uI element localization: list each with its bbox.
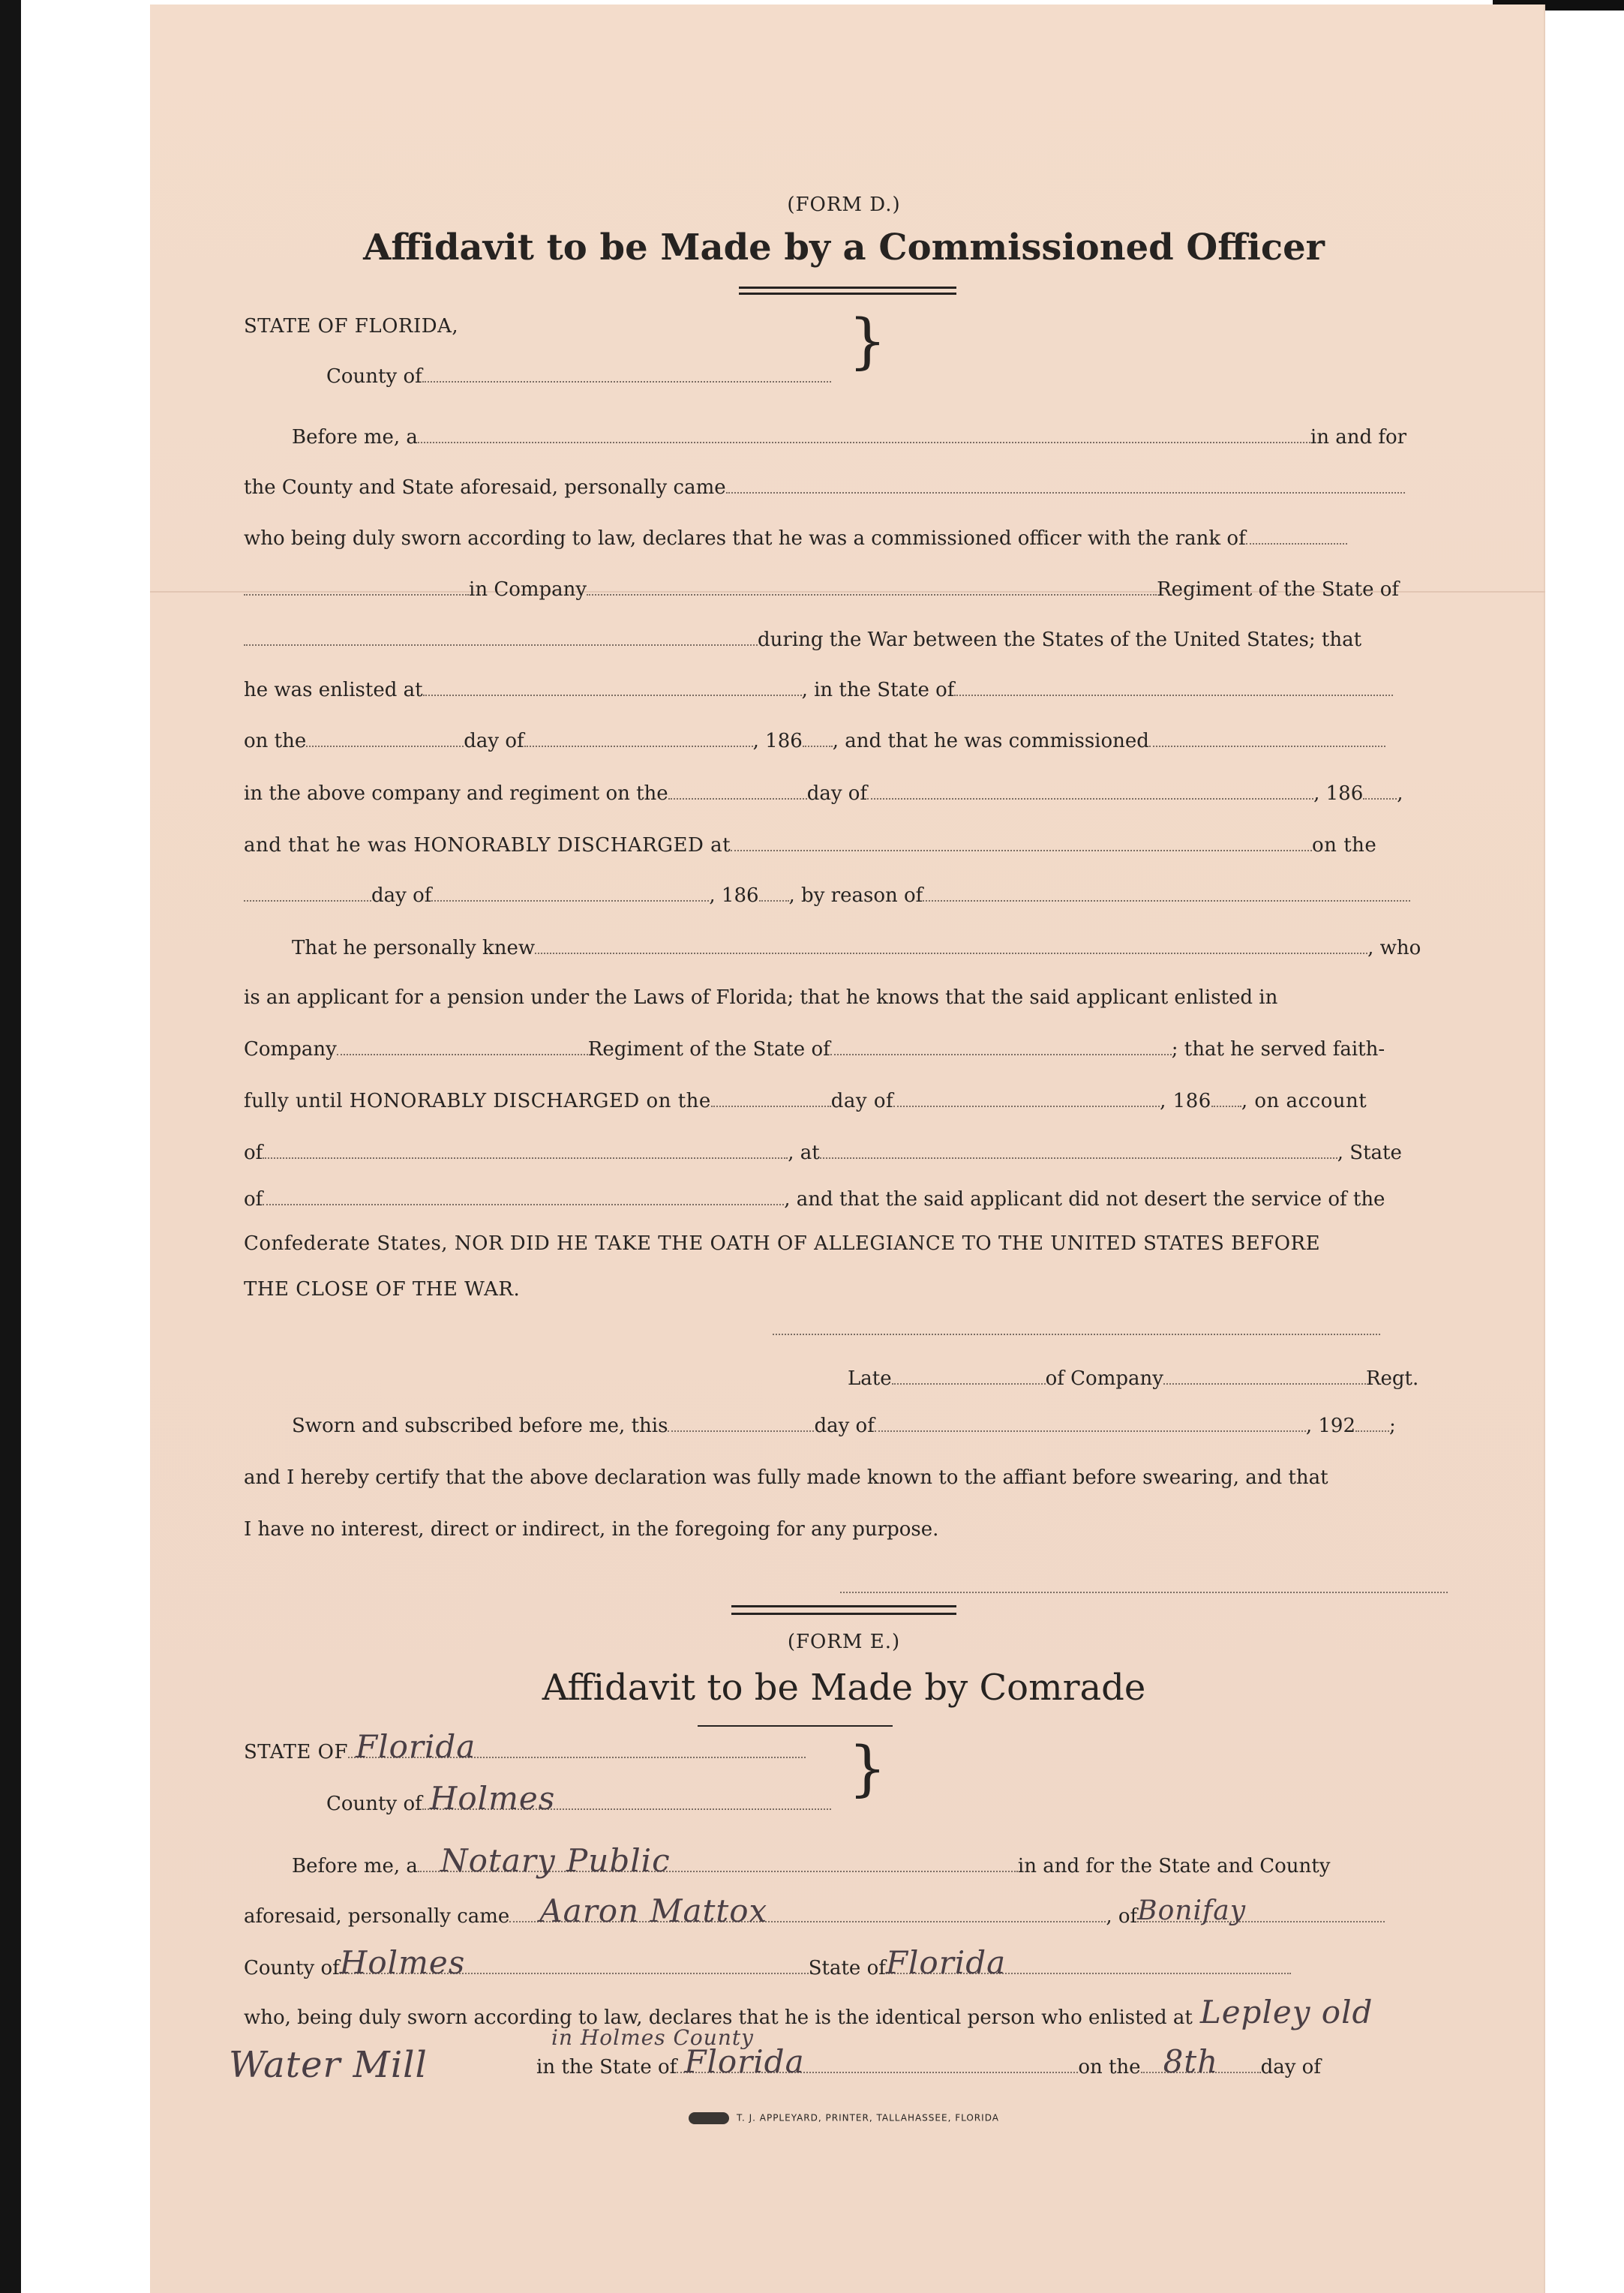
d-line-4 [244,576,1444,602]
commission-year-field[interactable] [1363,780,1397,800]
e-came-line [244,1892,1444,1929]
text: day of [464,730,524,752]
text: on the [1078,2056,1141,2078]
d-line-1 [292,424,1492,450]
discharged-at-field[interactable] [731,832,1312,851]
e-in-state-value: Florida [684,2043,805,2080]
d-line-17: Confederate States, NOR DID HE TAKE THE OATH OF ALLEGIANCE TO THE UNITED STATES BEFORE [244,1232,1321,1255]
text: in and for the State and County [1017,1855,1331,1877]
rank-cont-field[interactable] [244,576,469,596]
sworn-day-field[interactable] [668,1412,814,1432]
text: day of [1260,2056,1321,2078]
d-line-5 [244,626,1444,653]
e-state-line [244,1728,1444,1765]
text: Regiment of the State of [587,1038,830,1061]
applicant-name-field[interactable] [535,935,1367,954]
e-place-line [229,2025,1429,2086]
e-place-value: Water Mill [229,2044,428,2086]
officer-title-field[interactable] [418,424,1310,443]
account-of-field[interactable] [263,1139,788,1159]
text: , 186 [709,884,759,907]
state-regiment-field[interactable] [244,626,758,646]
e-state-value: Florida [356,1728,476,1765]
e-state2-field[interactable] [885,1944,1291,1981]
d-line-11 [292,935,1492,961]
text: of [244,1188,263,1211]
d-line-18: THE CLOSE OF THE WAR. [244,1278,521,1301]
form-d-label: (FORM D.) [787,194,901,216]
at-field[interactable] [820,1139,1337,1159]
d-line-6 [244,677,1444,703]
discharge-day-field[interactable] [244,882,371,902]
printer-credit [244,2112,1444,2124]
applicant-state-field[interactable] [830,1036,1172,1055]
text: State of [808,1957,886,1979]
county-label: County of [326,365,422,388]
late-rank-field[interactable] [892,1365,1046,1385]
text: STATE OF [244,1741,349,1763]
text: Late [848,1367,892,1390]
sworn-year-field[interactable] [1355,1412,1389,1432]
e-officer-value: Notary Public [440,1842,671,1879]
d-line-2 [244,474,1444,500]
text: day of [806,782,868,805]
form-e-title: Affidavit to be Made by Comrade [542,1667,1146,1709]
d-line-15 [244,1139,1444,1166]
text: , by reason of [788,884,923,907]
commission-day-field[interactable] [668,780,807,800]
e-in-state-field[interactable] [677,2043,1078,2080]
e-county2-line [244,1944,1444,1981]
text: who being duly sworn according to law, declares that he was a commissioned officer with the rank of [244,527,1246,550]
d-line-3 [244,525,1444,551]
text: who, being duly sworn according to law, declares that he is the identical person who enlisted at [244,2006,1193,2029]
text: , who [1367,937,1421,959]
text: That he personally knew [292,937,536,959]
commission-month-field[interactable] [867,780,1313,800]
text: Regt. [1365,1367,1419,1390]
e-county-field[interactable] [422,1780,831,1817]
text: the County and State aforesaid, personally came [244,476,726,499]
applicant-company-field[interactable] [337,1036,588,1055]
text: on the [244,730,307,752]
applicant-discharge-year-field[interactable] [1211,1088,1241,1107]
text: , at [788,1142,820,1164]
month-field[interactable] [524,728,753,747]
e-day-value: 8th [1163,2043,1219,2080]
form-e-rule-1 [731,1605,956,1607]
text: and that he was HONORABLY DISCHARGED at [244,834,731,857]
e-state-field[interactable] [348,1728,806,1765]
d-line-8 [244,780,1444,806]
e-sworn-line [244,1994,1444,2030]
e-of-field[interactable] [1137,1895,1385,1926]
form-e-label: (FORM E.) [787,1631,901,1653]
text: he was enlisted at [244,679,423,701]
text: day of [371,884,432,907]
brace: } [848,306,887,376]
enlisted-state-field[interactable] [954,677,1393,696]
e-state2-value: Florida [885,1944,1007,1981]
text: County of [244,1957,340,1979]
text: Before me, a [292,1855,418,1877]
text: Before me, a [292,426,418,449]
county-line [326,363,1526,389]
text: Sworn and subscribed before me, this [292,1415,668,1437]
e-brace: } [848,1733,887,1803]
form-sheet [229,0,1444,2293]
cert-line-1: and I hereby certify that the above declaration was fully made known to the affiant before swearing, and that [244,1466,1328,1489]
text: on the [1312,834,1377,857]
d-line-10 [244,882,1444,908]
text: , of [1106,1905,1138,1928]
text: , [1397,782,1403,805]
text: County of [326,1793,422,1815]
e-county-line [326,1780,1526,1817]
text: fully until HONORABLY DISCHARGED on the [244,1090,711,1112]
cert-line-2: I have no interest, direct or indirect, in the foregoing for any purpose. [244,1518,939,1541]
text: of Company [1045,1367,1163,1390]
text: , 192 [1305,1415,1355,1437]
form-e-rule-2 [731,1613,956,1615]
discharge-month-field[interactable] [431,882,709,902]
text: , in the State of [801,679,955,701]
company-field[interactable] [587,576,1157,596]
state-line: STATE OF FLORIDA, [244,315,459,338]
text: , and that he was commissioned [832,730,1149,752]
day-field[interactable] [306,728,464,747]
e-officer-field[interactable] [418,1842,1018,1879]
e-county2-field[interactable] [339,1944,809,1981]
text: ; [1388,1415,1396,1437]
title-rule-2 [739,293,956,295]
e-of-value: Bonifay [1137,1895,1247,1926]
e-place-note: in Holmes County [551,2025,754,2050]
e-day-field[interactable] [1141,2043,1261,2080]
text: in the above company and regiment on the [244,782,668,805]
applicant-discharge-day-field[interactable] [711,1088,831,1107]
text: , 186 [1160,1090,1211,1112]
officer-signature-line-2[interactable] [840,1590,1448,1593]
text: , and that the said applicant did not desert the service of the [784,1188,1385,1211]
d-line-16 [244,1186,1444,1212]
e-county2-value: Holmes [339,1944,466,1981]
text: ; that he served faith- [1171,1038,1385,1061]
officer-signature-line[interactable] [773,1332,1380,1335]
text: of [244,1142,263,1164]
d-line-13 [244,1036,1444,1062]
text: in the State of [536,2056,677,2078]
text: Company [244,1038,337,1061]
e-county-value: Holmes [429,1780,556,1817]
text: in and for [1310,426,1407,449]
late-line [848,1365,1448,1391]
applicant-discharge-month-field[interactable] [893,1088,1160,1107]
text: , State [1337,1142,1402,1164]
d-line-14 [244,1088,1444,1114]
e-came-field[interactable] [509,1892,1106,1929]
sworn-month-field[interactable] [875,1412,1306,1432]
text: aforesaid, personally came [244,1905,510,1928]
affiant-name-field[interactable] [726,474,1405,494]
text: day of [814,1415,875,1437]
discharge-year-field[interactable] [759,882,789,902]
text: Regiment of the State of [1157,578,1400,601]
e-enlisted-value: Lepley old [1199,1994,1373,2030]
county-field[interactable] [422,363,831,383]
printer-text: T. J. APPLEYARD, PRINTER, TALLAHASSEE, FLORIDA [737,2112,999,2123]
text: , on account [1241,1090,1367,1112]
union-label-icon [689,2112,729,2124]
reason-field[interactable] [923,882,1410,902]
text: day of [830,1090,894,1112]
enlisted-at-field[interactable] [423,677,802,696]
commissioned-field[interactable] [1149,728,1385,747]
form-e-title-rule [698,1725,893,1727]
text: , 186 [752,730,803,752]
title-rule-1 [739,287,956,289]
e-came-value: Aaron Mattox [539,1892,768,1929]
rank-field[interactable] [1246,525,1347,545]
form-d-title: Affidavit to be Made by a Commissioned Officer [363,227,1325,269]
e-before-line [292,1842,1492,1879]
d-line-12: is an applicant for a pension under the Laws of Florida; that he knows that the said applicant enlisted in [244,986,1278,1009]
text: in Company [469,578,587,601]
sworn-line [292,1412,1492,1439]
late-company-field[interactable] [1163,1365,1366,1385]
text: , 186 [1313,782,1364,805]
d-line-9 [244,832,1444,858]
state-of-field[interactable] [263,1186,784,1205]
d-line-7 [244,728,1444,754]
scan-edge-left [0,0,21,2293]
year-field[interactable] [803,728,833,747]
text: during the War between the States of the United States; that [758,629,1362,651]
